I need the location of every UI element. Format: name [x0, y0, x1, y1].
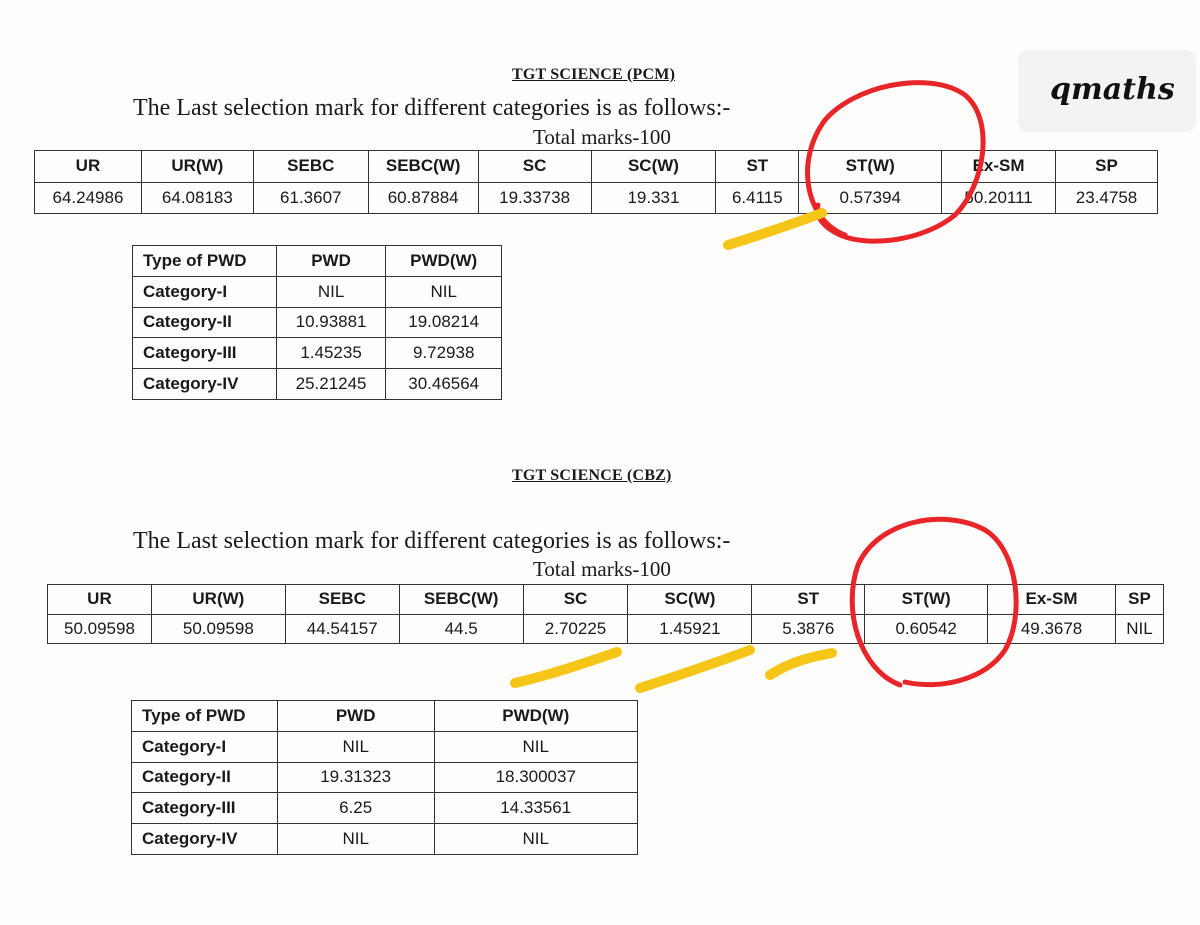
mark-cell: 60.87884: [368, 182, 478, 214]
category-header-cell: SP: [1115, 585, 1163, 615]
mark-cell: 5.3876: [752, 614, 865, 644]
pwd-row: [132, 824, 638, 855]
category-header-row: [35, 151, 1158, 183]
pwd-w-value-cell: NIL: [434, 731, 638, 762]
pwd-category-label: Category-IV: [132, 824, 278, 855]
section-heading-cbz: TGT SCIENCE (CBZ): [512, 467, 672, 484]
watermark-badge: [1018, 50, 1196, 132]
pwd-w-value-cell: NIL: [386, 276, 502, 307]
category-header-cell: Ex-SM: [988, 585, 1116, 615]
pwd-header-cell: Type of PWD: [132, 701, 278, 732]
category-header-cell: SEBC(W): [399, 585, 523, 615]
pwd-header-cell: PWD: [277, 701, 434, 732]
category-header-cell: ST: [752, 585, 865, 615]
pwd-header-row: [133, 246, 502, 277]
pwd-w-value-cell: 19.08214: [386, 307, 502, 338]
pwd-w-value-cell: 30.46564: [386, 369, 502, 400]
pwd-row: [133, 369, 502, 400]
category-header-cell: ST(W): [799, 151, 942, 183]
category-header-cell: SC: [478, 151, 591, 183]
pwd-table-cbz: [131, 700, 638, 855]
pwd-value-cell: NIL: [276, 276, 386, 307]
total-marks-cbz: Total marks-100: [533, 557, 671, 581]
pwd-header-cell: PWD(W): [386, 246, 502, 277]
category-header-cell: SC(W): [628, 585, 752, 615]
mark-cell: 23.4758: [1056, 182, 1158, 214]
pwd-row: [133, 276, 502, 307]
mark-cell: 50.09598: [48, 614, 152, 644]
pwd-row: [132, 731, 638, 762]
category-header-cell: SEBC: [285, 585, 399, 615]
pwd-category-label: Category-II: [133, 307, 277, 338]
pwd-row: [132, 762, 638, 793]
pwd-row: [132, 793, 638, 824]
pwd-w-value-cell: 9.72938: [386, 338, 502, 369]
mark-cell: 2.70225: [523, 614, 628, 644]
category-header-cell: UR: [35, 151, 142, 183]
yellow-highlight-mark-sc: [515, 652, 617, 683]
mark-cell: 49.3678: [988, 614, 1116, 644]
pwd-category-label: Category-I: [132, 731, 278, 762]
pwd-value-cell: 1.45235: [276, 338, 386, 369]
category-header-cell: Ex-SM: [942, 151, 1056, 183]
category-header-cell: SEBC(W): [368, 151, 478, 183]
category-header-cell: SP: [1056, 151, 1158, 183]
selection-marks-table-pcm: [34, 150, 1158, 214]
pwd-value-cell: NIL: [277, 824, 434, 855]
yellow-highlight-mark-pcm: [728, 213, 822, 245]
mark-cell: 6.4115: [716, 182, 799, 214]
category-header-row: [48, 585, 1164, 615]
pwd-category-label: Category-III: [132, 793, 278, 824]
pwd-header-cell: PWD: [276, 246, 386, 277]
yellow-highlight-mark-scw: [640, 650, 750, 688]
pwd-value-cell: 10.93881: [276, 307, 386, 338]
mark-cell: 0.57394: [799, 182, 942, 214]
mark-cell: 19.331: [591, 182, 716, 214]
category-header-cell: SC(W): [591, 151, 716, 183]
category-header-cell: ST: [716, 151, 799, 183]
pwd-header-row: [132, 701, 638, 732]
pwd-category-label: Category-I: [133, 276, 277, 307]
watermark-text: qmaths: [1050, 72, 1175, 107]
mark-cell: 50.09598: [151, 614, 285, 644]
pwd-category-label: Category-III: [133, 338, 277, 369]
category-header-cell: SC: [523, 585, 628, 615]
pwd-header-cell: Type of PWD: [133, 246, 277, 277]
category-header-cell: UR(W): [151, 585, 285, 615]
category-header-cell: UR: [48, 585, 152, 615]
pwd-table-pcm: [132, 245, 502, 400]
pwd-w-value-cell: NIL: [434, 824, 638, 855]
pwd-category-label: Category-IV: [133, 369, 277, 400]
mark-cell: 44.54157: [285, 614, 399, 644]
total-marks-pcm: Total marks-100: [533, 125, 671, 149]
mark-cell: 44.5: [399, 614, 523, 644]
yellow-highlight-mark-st: [770, 653, 832, 675]
mark-cell: NIL: [1115, 614, 1163, 644]
mark-cell: 61.3607: [253, 182, 368, 214]
category-header-cell: UR(W): [141, 151, 253, 183]
pwd-header-cell: PWD(W): [434, 701, 638, 732]
mark-cell: 50.20111: [942, 182, 1056, 214]
pwd-w-value-cell: 18.300037: [434, 762, 638, 793]
selection-marks-table-cbz: [47, 584, 1164, 644]
intro-text-pcm: The Last selection mark for different categories is as follows:-: [133, 95, 731, 121]
category-header-cell: ST(W): [865, 585, 988, 615]
pwd-row: [133, 307, 502, 338]
pwd-row: [133, 338, 502, 369]
section-heading-pcm: TGT SCIENCE (PCM): [512, 66, 676, 83]
pwd-category-label: Category-II: [132, 762, 278, 793]
mark-cell: 64.08183: [141, 182, 253, 214]
mark-cell: 1.45921: [628, 614, 752, 644]
marks-row: [35, 182, 1158, 214]
mark-cell: 19.33738: [478, 182, 591, 214]
marks-row: [48, 614, 1164, 644]
pwd-value-cell: 19.31323: [277, 762, 434, 793]
pwd-w-value-cell: 14.33561: [434, 793, 638, 824]
pwd-value-cell: NIL: [277, 731, 434, 762]
mark-cell: 64.24986: [35, 182, 142, 214]
category-header-cell: SEBC: [253, 151, 368, 183]
pwd-value-cell: 6.25: [277, 793, 434, 824]
intro-text-cbz: The Last selection mark for different categories is as follows:-: [133, 528, 731, 554]
pwd-value-cell: 25.21245: [276, 369, 386, 400]
mark-cell: 0.60542: [865, 614, 988, 644]
